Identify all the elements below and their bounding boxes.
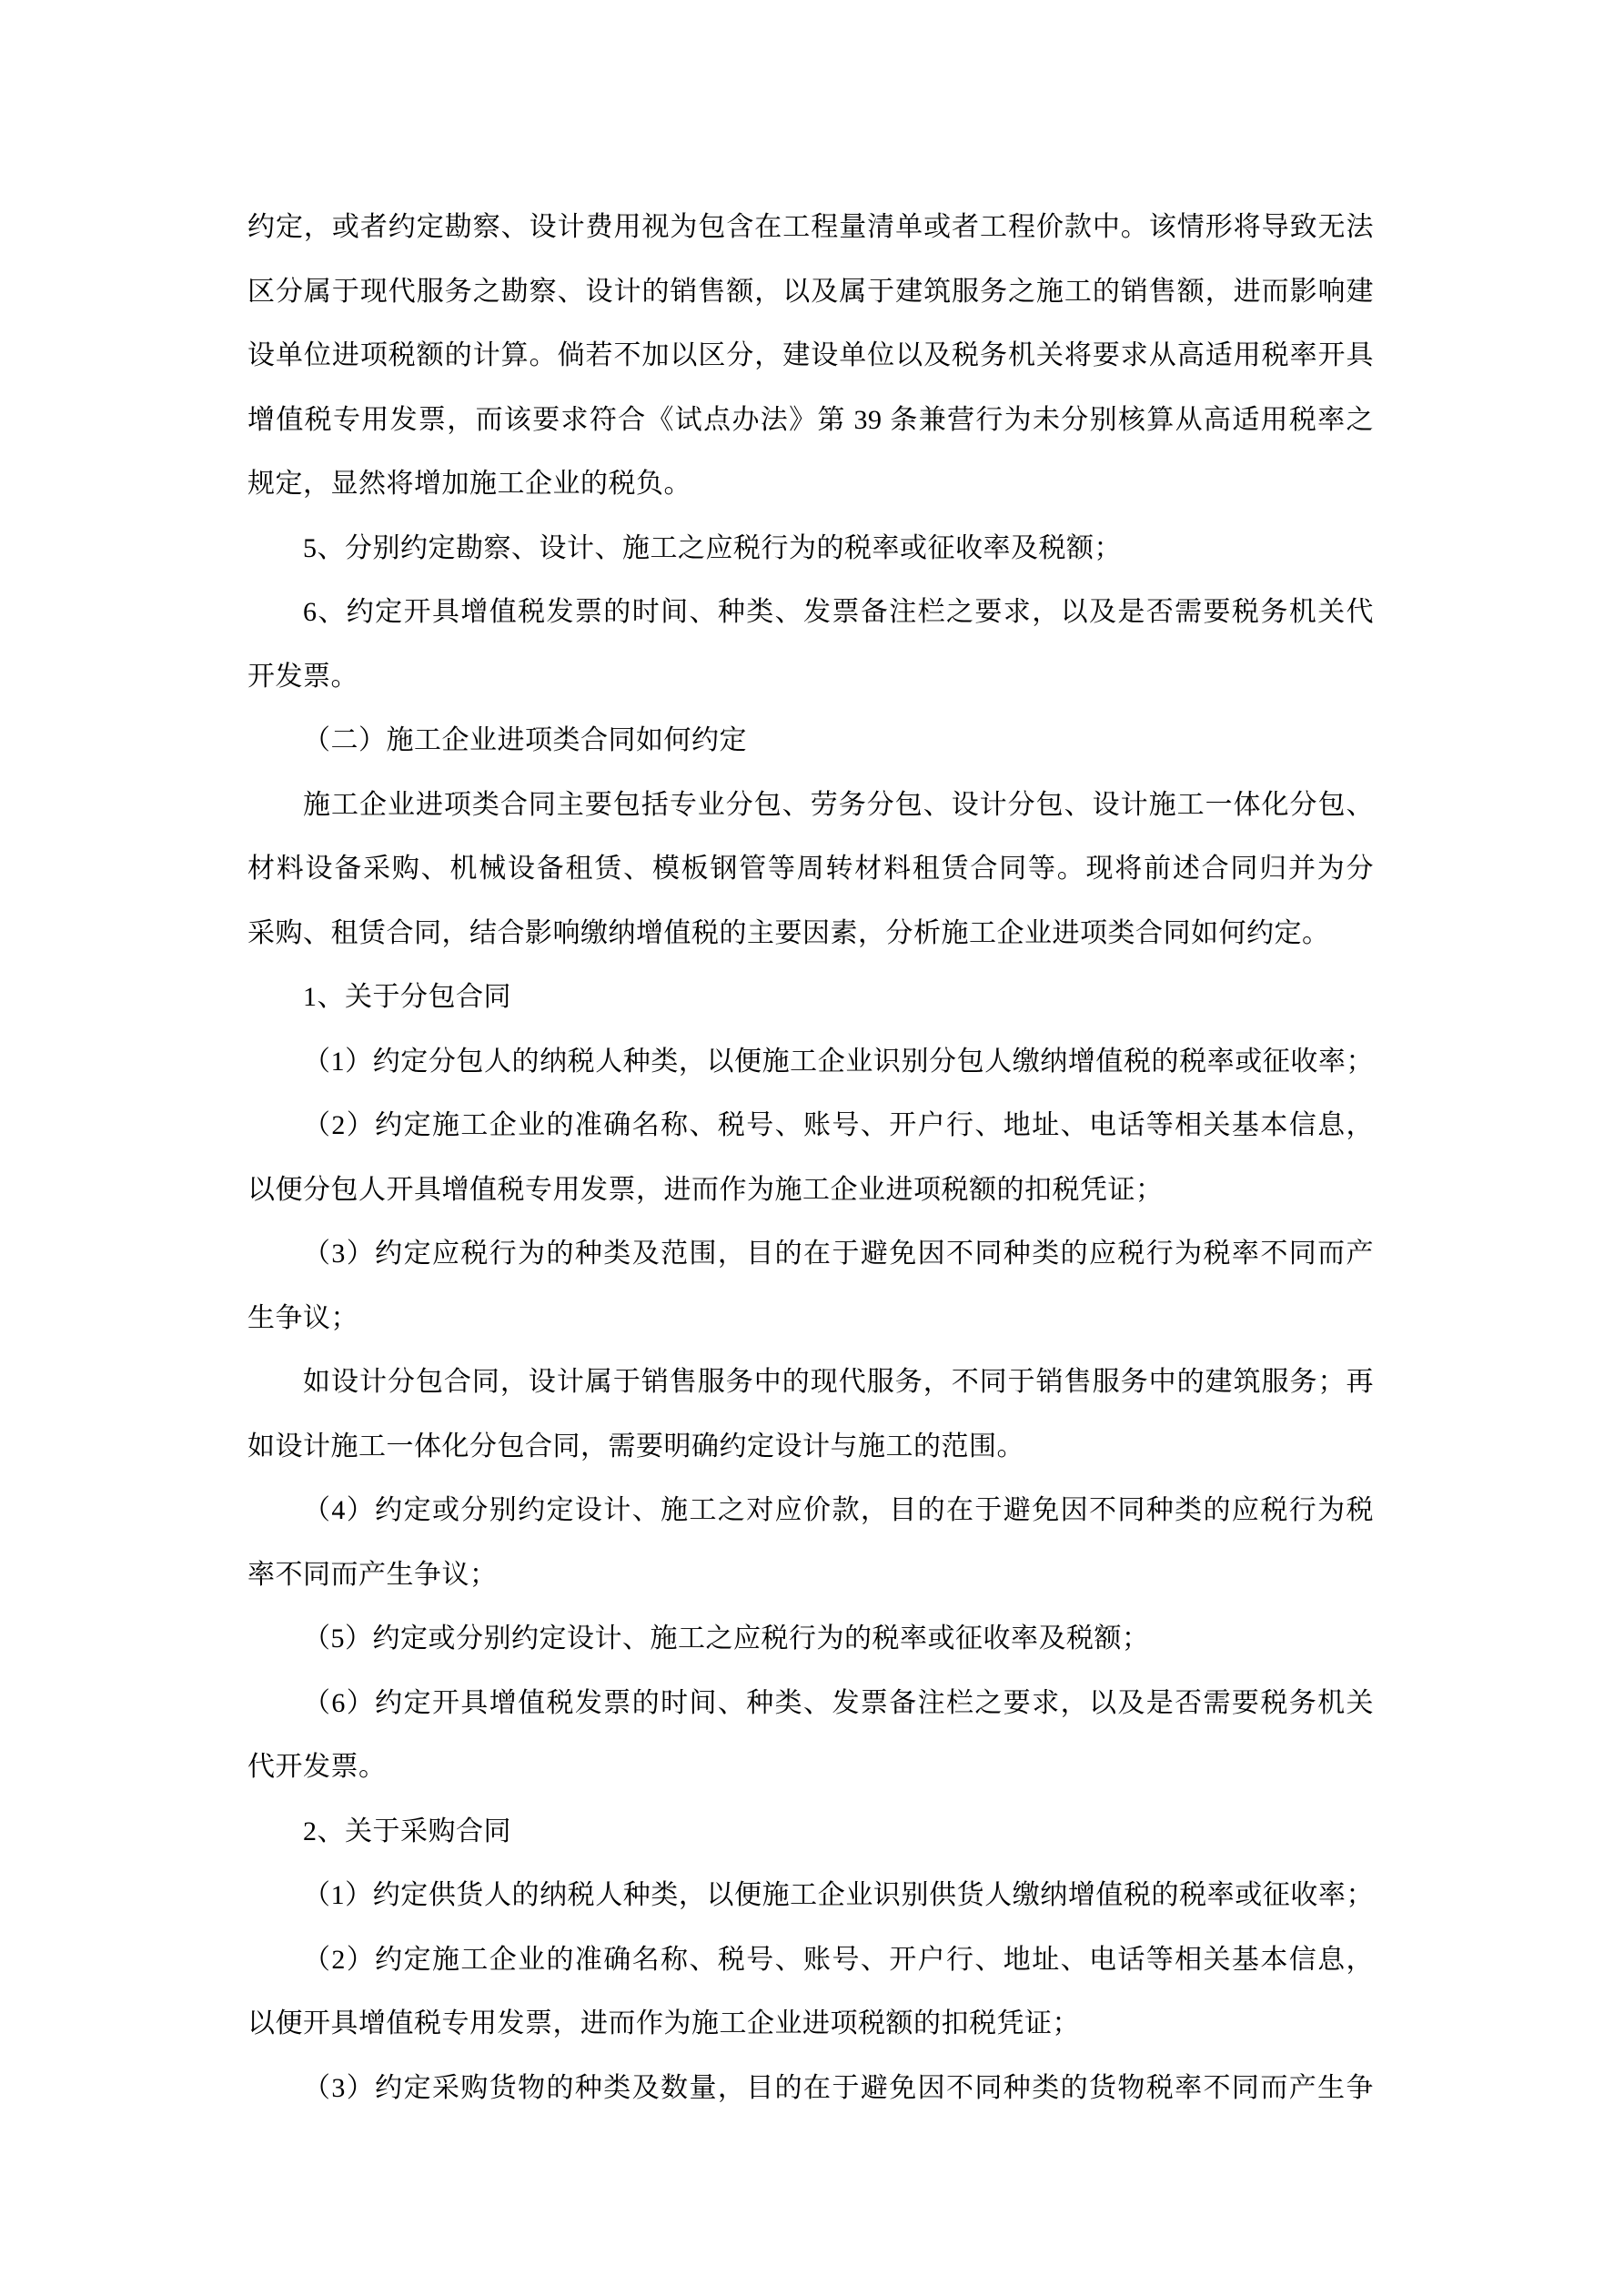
- text-line: 以便分包人开具增值税专用发票，进而作为施工企业进项税额的扣税凭证；: [247, 1174, 1164, 1205]
- text-line: 率不同而产生争议；: [247, 1559, 498, 1590]
- text-line: 开发票。: [247, 661, 358, 692]
- text-line: 5、分别约定勘察、设计、施工之应税行为的税率或征收率及税额；: [303, 532, 1122, 563]
- paragraph: [247, 1222, 1374, 1350]
- paragraph: [247, 1030, 1374, 1095]
- text-line: 2、关于采购合同: [303, 1816, 511, 1846]
- text-line: （二）施工企业进项类合同如何约定: [303, 725, 747, 755]
- paragraph: [247, 2057, 1374, 2121]
- text-line: 1、关于分包合同: [303, 982, 511, 1012]
- text-line: （1）约定分包人的纳税人种类，以便施工企业识别分包人缴纳增值税的税率或征收率；: [303, 1046, 1374, 1077]
- paragraph: [247, 1864, 1374, 1928]
- text-line: 如设计施工一体化分包合同，需要明确约定设计与施工的范围。: [247, 1431, 1024, 1462]
- text-line: （1）约定供货人的纳税人种类，以便施工企业识别供货人缴纳增值税的税率或征收率；: [303, 1880, 1374, 1910]
- text-line: 施工企业进项类合同主要包括专业分包、劳务分包、设计分包、设计施工一体化分包、: [303, 789, 1374, 820]
- text-line: 材料设备采购、机械设备租赁、模板钢管等周转材料租赁合同等。现将前述合同归并为分: [247, 854, 1374, 884]
- text-line: 设单位进项税额的计算。倘若不加以区分，建设单位以及税务机关将要求从高适用税率开具: [247, 340, 1374, 370]
- text-line: 约定，或者约定勘察、设计费用视为包含在工程量清单或者工程价款中。该情形将导致无法: [247, 212, 1374, 242]
- paragraph: [247, 1094, 1374, 1222]
- text-line: 采购、租赁合同，结合影响缴纳增值税的主要因素，分析施工企业进项类合同如何约定。: [247, 917, 1330, 948]
- text-line: （4）约定或分别约定设计、施工之对应价款，目的在于避免因不同种类的应税行为税: [303, 1495, 1374, 1525]
- paragraph: [247, 709, 1374, 774]
- text-line: 以便开具增值税专用发票，进而作为施工企业进项税额的扣税凭证；: [247, 2008, 1080, 2038]
- paragraph: [247, 196, 1374, 517]
- document-body: [247, 196, 1374, 2120]
- text-line: 区分属于现代服务之勘察、设计的销售额，以及属于建筑服务之施工的销售额，进而影响建: [247, 276, 1374, 307]
- paragraph: [247, 1800, 1374, 1865]
- paragraph: [247, 1672, 1374, 1800]
- paragraph: [247, 581, 1374, 709]
- paragraph: [247, 774, 1374, 966]
- text-line: 代开发票。: [247, 1752, 387, 1782]
- paragraph: [247, 517, 1374, 582]
- text-line: （5）约定或分别约定设计、施工之应税行为的税率或征收率及税额；: [303, 1623, 1150, 1654]
- text-line: （2）约定施工企业的准确名称、税号、账号、开户行、地址、电话等相关基本信息，: [303, 1944, 1374, 1975]
- text-line: （2）约定施工企业的准确名称、税号、账号、开户行、地址、电话等相关基本信息，: [303, 1110, 1374, 1140]
- text-line: 增值税专用发票，而该要求符合《试点办法》第 39 条兼营行为未分别核算从高适用税率之: [247, 404, 1374, 435]
- text-line: （3）约定采购货物的种类及数量，目的在于避免因不同种类的货物税率不同而产生争: [303, 2072, 1374, 2103]
- paragraph: [247, 1350, 1374, 1479]
- text-line: 生争议；: [247, 1302, 358, 1333]
- text-line: 如设计分包合同，设计属于销售服务中的现代服务，不同于销售服务中的建筑服务；再: [303, 1367, 1374, 1397]
- text-line: 6、约定开具增值税发票的时间、种类、发票备注栏之要求，以及是否需要税务机关代: [303, 597, 1374, 627]
- text-line: （3）约定应税行为的种类及范围，目的在于避免因不同种类的应税行为税率不同而产: [303, 1239, 1374, 1269]
- paragraph: [247, 966, 1374, 1030]
- paragraph: [247, 1607, 1374, 1672]
- text-line: 规定，显然将增加施工企业的税负。: [247, 469, 691, 499]
- paragraph: [247, 1479, 1374, 1607]
- text-line: （6）约定开具增值税发票的时间、种类、发票备注栏之要求，以及是否需要税务机关: [303, 1687, 1374, 1718]
- paragraph: [247, 1928, 1374, 2057]
